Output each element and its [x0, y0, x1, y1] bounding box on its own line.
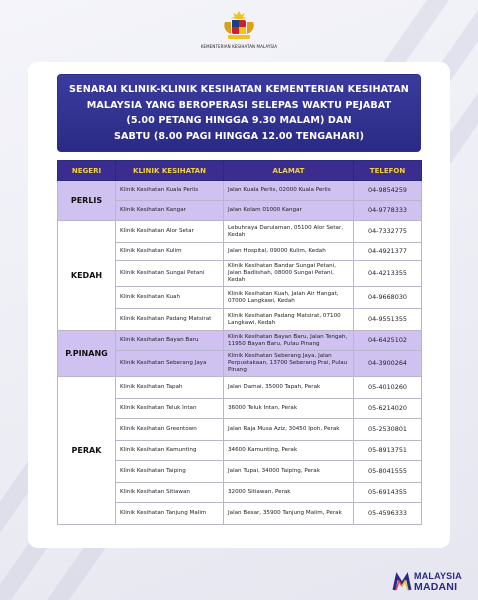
state-name: KEDAH	[58, 221, 116, 331]
content-card	[28, 62, 450, 548]
malaysia-madani-logo	[392, 568, 476, 596]
table-header-row	[58, 161, 422, 181]
title-line-1: SENARAI KLINIK-KLINIK KESIHATAN KEMENTERIAN KESIHATAN	[69, 84, 409, 95]
clinic-phone: 04-3900264	[354, 351, 422, 377]
clinic-phone: 04-7332775	[354, 221, 422, 243]
clinic-phone: 04-9778333	[354, 201, 422, 221]
clinic-address: Jalan Besar, 35900 Tanjung Malim, Perak	[224, 503, 354, 525]
header-klinik: KLINIK KESIHATAN	[116, 161, 224, 181]
clinic-address: Klinik Kesihatan Kuah, Jalan Air Hangat, 07000 Langkawi, Kedah	[224, 287, 354, 309]
clinic-name: Klinik Kesihatan Padang Matsirat	[116, 309, 224, 331]
clinic-address: 36000 Teluk Intan, Perak	[224, 399, 354, 419]
clinic-name: Klinik Kesihatan Sungai Petani	[116, 261, 224, 287]
clinic-phone: 04-6425102	[354, 331, 422, 351]
clinic-name: Klinik Kesihatan Kamunting	[116, 441, 224, 461]
clinic-table	[57, 160, 422, 525]
clinic-address: Jalan Raja Musa Aziz, 30450 Ipoh, Perak	[224, 419, 354, 441]
clinic-name: Klinik Kesihatan Tanjung Malim	[116, 503, 224, 525]
title-line-4: SABTU (8.00 PAGI HINGGA 12.00 TENGAHARI)	[113, 130, 365, 142]
clinic-name: Klinik Kesihatan Kangar	[116, 201, 224, 221]
table-row	[58, 331, 422, 351]
clinic-phone: 05-6914355	[354, 483, 422, 503]
table-row	[58, 221, 422, 243]
state-name: P.PINANG	[58, 331, 116, 377]
clinic-address: Jalan Damai, 35000 Tapah, Perak	[224, 377, 354, 399]
clinic-phone: 05-6214020	[354, 399, 422, 419]
clinic-address: Jalan Kolam 01000 Kangar	[224, 201, 354, 221]
clinic-address: Klinik Kesihatan Bandar Sungai Petani, Jalan Badlishah, 08000 Sungai Petani, Kedah	[224, 261, 354, 287]
table-row	[58, 377, 422, 399]
table-body	[58, 181, 422, 525]
table-row	[58, 181, 422, 201]
header-alamat: ALAMAT	[224, 161, 354, 181]
clinic-phone: 05-8913751	[354, 441, 422, 461]
clinic-name: Klinik Kesihatan Seberang Jaya	[116, 351, 224, 377]
clinic-name: Klinik Kesihatan Alor Setar	[116, 221, 224, 243]
clinic-name: Klinik Kesihatan Sitiawan	[116, 483, 224, 503]
clinic-phone: 04-9551355	[354, 309, 422, 331]
clinic-address: Klinik Kesihatan Seberang Jaya, Jalan Perpustakaan, 13700 Seberang Prai, Pulau Pinang	[224, 351, 354, 377]
clinic-phone: 04-9668030	[354, 287, 422, 309]
state-name: PERAK	[58, 377, 116, 525]
clinic-address: 32000 Sitiawan, Perak	[224, 483, 354, 503]
clinic-phone: 04-4921377	[354, 243, 422, 261]
madani-mark-icon	[392, 572, 412, 592]
clinic-name: Klinik Kesihatan Bayan Baru	[116, 331, 224, 351]
clinic-address: Jalan Kuala Perlis, 02000 Kuala Perlis	[224, 181, 354, 201]
clinic-address: Lebuhraya Darulaman, 05100 Alor Setar, Kedah	[224, 221, 354, 243]
clinic-phone: 05-4010260	[354, 377, 422, 399]
state-name: PERLIS	[58, 181, 116, 221]
title-line-3: (5.00 PETANG HINGGA 9.30 MALAM) DAN	[126, 115, 352, 126]
ministry-name: KEMENTERIAN KESIHATAN MALAYSIA	[200, 44, 278, 49]
clinic-name: Klinik Kesihatan Greentown	[116, 419, 224, 441]
clinic-name: Klinik Kesihatan Taiping	[116, 461, 224, 483]
clinic-name: Klinik Kesihatan Kulim	[116, 243, 224, 261]
clinic-address: Klinik Kesihatan Padang Matsirat, 07100 Langkawi, Kedah	[224, 309, 354, 331]
header-telefon: TELEFON	[354, 161, 422, 181]
clinic-phone: 05-8041555	[354, 461, 422, 483]
clinic-address: 34600 Kamunting, Perak	[224, 441, 354, 461]
coat-of-arms-icon	[219, 10, 259, 42]
clinic-address: Jalan Tupai, 34000 Taiping, Perak	[224, 461, 354, 483]
clinic-name: Klinik Kesihatan Kuala Perlis	[116, 181, 224, 201]
clinic-phone: 05-2530801	[354, 419, 422, 441]
clinic-name: Klinik Kesihatan Teluk Intan	[116, 399, 224, 419]
clinic-name: Klinik Kesihatan Tapah	[116, 377, 224, 399]
clinic-address: Jalan Hospital, 09000 Kulim, Kedah	[224, 243, 354, 261]
clinic-phone: 04-4213355	[354, 261, 422, 287]
logo-line-1: MALAYSIA	[414, 571, 462, 581]
clinic-name: Klinik Kesihatan Kuah	[116, 287, 224, 309]
header-negeri: NEGERI	[58, 161, 116, 181]
clinic-phone: 04-9854259	[354, 181, 422, 201]
title-box	[57, 74, 421, 152]
title-line-2: MALAYSIA YANG BEROPERASI SELEPAS WAKTU PEJABAT	[86, 99, 392, 111]
clinic-address: Klinik Kesihatan Bayan Baru, Jalan Tengah, 11950 Bayan Baru, Pulau Pinang	[224, 331, 354, 351]
clinic-phone: 05-4596333	[354, 503, 422, 525]
logo-line-2: MADANI	[414, 581, 458, 593]
